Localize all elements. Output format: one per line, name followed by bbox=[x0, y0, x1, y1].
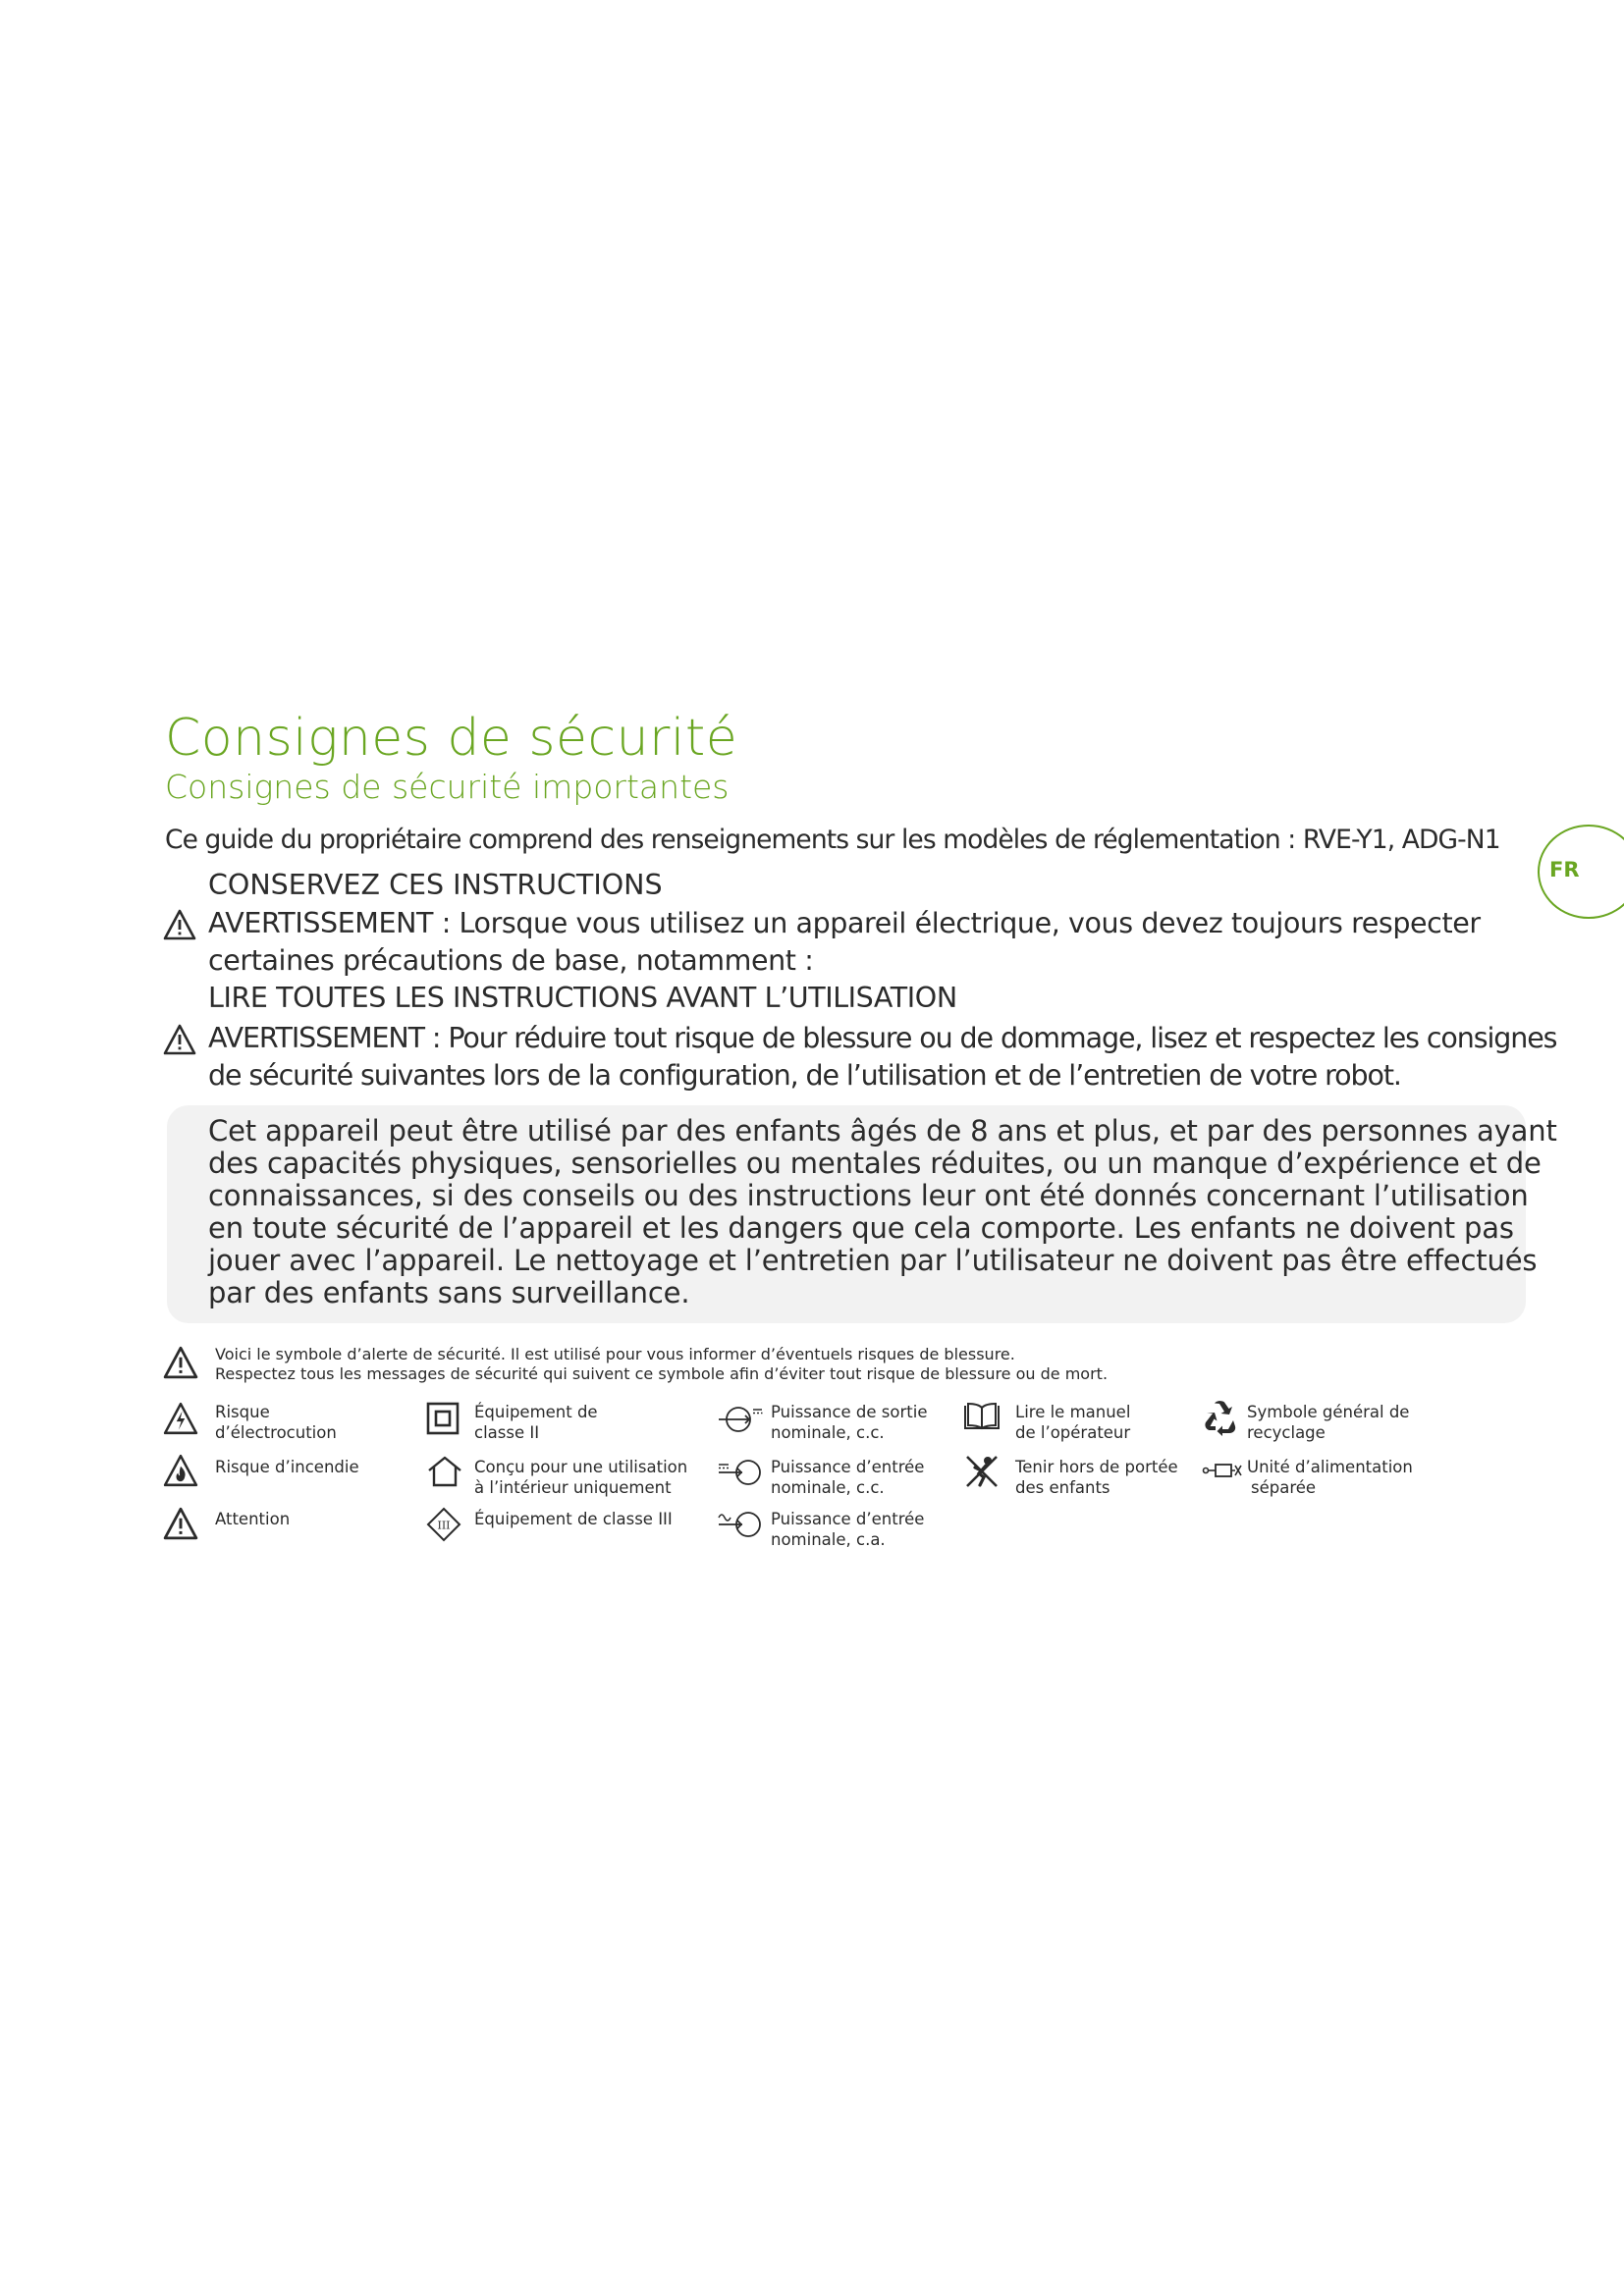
legend-label: Équipement de classe III bbox=[474, 1510, 673, 1528]
legend-label: nominale, c.c. bbox=[771, 1478, 885, 1497]
warning-icon bbox=[163, 909, 196, 940]
keep-away-children-icon bbox=[964, 1454, 1000, 1489]
electric-shock-icon bbox=[163, 1402, 198, 1435]
legend-children bbox=[1015, 1457, 1178, 1498]
legend-label: des enfants bbox=[1015, 1478, 1110, 1497]
legend-dc-output bbox=[771, 1402, 927, 1443]
notice-line: par des enfants sans surveillance. bbox=[208, 1276, 690, 1309]
legend-class3 bbox=[474, 1509, 673, 1529]
legend-label: Attention bbox=[215, 1510, 291, 1528]
legend-label: de l’opérateur bbox=[1015, 1423, 1131, 1442]
class-iii-icon bbox=[426, 1507, 461, 1542]
notice-line: des capacités physiques, sensorielles ou mentales réduites, ou un manque d’expérience et de bbox=[208, 1147, 1542, 1180]
legend-manual bbox=[1015, 1402, 1130, 1443]
page-subtitle: Consignes de sécurité importantes bbox=[165, 768, 730, 806]
legend-label: d’électrocution bbox=[215, 1423, 337, 1442]
warning1-line1: AVERTISSEMENT : Lorsque vous utilisez un appareil électrique, vous devez toujours respecter bbox=[208, 907, 1481, 939]
legend-ac-input bbox=[771, 1509, 924, 1550]
legend-label: Conçu pour une utilisation bbox=[474, 1458, 688, 1476]
legend-label: recyclage bbox=[1247, 1423, 1326, 1442]
warning2-line1: AVERTISSEMENT : Pour réduire tout risque de blessure ou de dommage, lisez et respectez les consignes bbox=[208, 1022, 1557, 1054]
legend-label: Symbole général de bbox=[1247, 1403, 1410, 1421]
legend-label: Tenir hors de portée bbox=[1015, 1458, 1178, 1476]
legend-label: Unité d’alimentation bbox=[1247, 1458, 1413, 1476]
alert-symbol-line2: Respectez tous les messages de sécurité qui suivent ce symbole afin d’éviter tout risque de blessure ou de mort. bbox=[215, 1364, 1109, 1383]
ac-input-icon bbox=[717, 1508, 764, 1539]
legend-class2 bbox=[474, 1402, 598, 1443]
legend-shock bbox=[215, 1402, 337, 1443]
legend-label: séparée bbox=[1251, 1478, 1317, 1497]
read-all-instructions: LIRE TOUTES LES INSTRUCTIONS AVANT L’UTILISATION bbox=[208, 982, 957, 1014]
legend-label: Puissance de sortie bbox=[771, 1403, 928, 1421]
manual-book-icon bbox=[962, 1402, 1001, 1433]
legend-indoor bbox=[474, 1457, 687, 1498]
dc-input-icon bbox=[717, 1457, 764, 1488]
notice-line: en toute sécurité de l’appareil et les dangers que cela comporte. Les enfants ne doivent pas bbox=[208, 1211, 1514, 1245]
legend-dc-input bbox=[771, 1457, 924, 1498]
legend-label: Lire le manuel bbox=[1015, 1403, 1131, 1421]
models-intro: Ce guide du propriétaire comprend des renseignements sur les modèles de réglementation : RVE-Y1, ADG-N1 bbox=[165, 825, 1500, 855]
legend-label: Risque d’incendie bbox=[215, 1458, 359, 1476]
children-notice-text bbox=[208, 1115, 1557, 1309]
legend-fire bbox=[215, 1457, 359, 1477]
fire-hazard-icon bbox=[163, 1454, 198, 1487]
notice-line: Cet appareil peut être utilisé par des enfants âgés de 8 ans et plus, et par des personnes ayant bbox=[208, 1114, 1557, 1148]
indoor-use-icon bbox=[426, 1455, 463, 1488]
notice-line: connaissances, si des conseils ou des instructions leur ont été donnés concernant l’utilisation bbox=[208, 1179, 1529, 1212]
separate-psu-icon bbox=[1202, 1461, 1245, 1480]
class-ii-icon bbox=[426, 1402, 460, 1435]
legend-label: à l’intérieur uniquement bbox=[474, 1478, 672, 1497]
legend-label: Équipement de bbox=[474, 1403, 598, 1421]
attention-icon bbox=[163, 1507, 198, 1540]
legend-label: classe II bbox=[474, 1423, 540, 1442]
legend-label: Puissance d’entrée bbox=[771, 1458, 925, 1476]
warning2-line2: de sécurité suivantes lors de la configuration, de l’utilisation et de l’entretien de votre robot. bbox=[208, 1059, 1401, 1092]
safety-alert-icon bbox=[163, 1346, 198, 1379]
warning1-line2: certaines précautions de base, notamment : bbox=[208, 944, 814, 977]
legend-label: nominale, c.c. bbox=[771, 1423, 885, 1442]
class-iii-mark: III bbox=[437, 1519, 451, 1532]
keep-instructions: CONSERVEZ CES INSTRUCTIONS bbox=[208, 869, 663, 901]
legend-label: Risque bbox=[215, 1403, 270, 1421]
page-title: Consignes de sécurité bbox=[165, 709, 738, 768]
warning-icon bbox=[163, 1024, 196, 1055]
legend-attention bbox=[215, 1509, 290, 1529]
legend-psu bbox=[1247, 1457, 1413, 1498]
notice-line: jouer avec l’appareil. Le nettoyage et l’entretien par l’utilisateur ne doivent pas être effectués bbox=[208, 1244, 1538, 1277]
dc-output-icon bbox=[717, 1404, 764, 1435]
alert-symbol-line1: Voici le symbole d’alerte de sécurité. Il est utilisé pour vous informer d’éventuels risques de blessure. bbox=[215, 1345, 1015, 1363]
recycle-icon bbox=[1202, 1401, 1237, 1436]
legend-label: nominale, c.a. bbox=[771, 1530, 886, 1549]
language-tab-label: FR bbox=[1549, 858, 1580, 881]
legend-recycle bbox=[1247, 1402, 1409, 1443]
legend-label: Puissance d’entrée bbox=[771, 1510, 925, 1528]
